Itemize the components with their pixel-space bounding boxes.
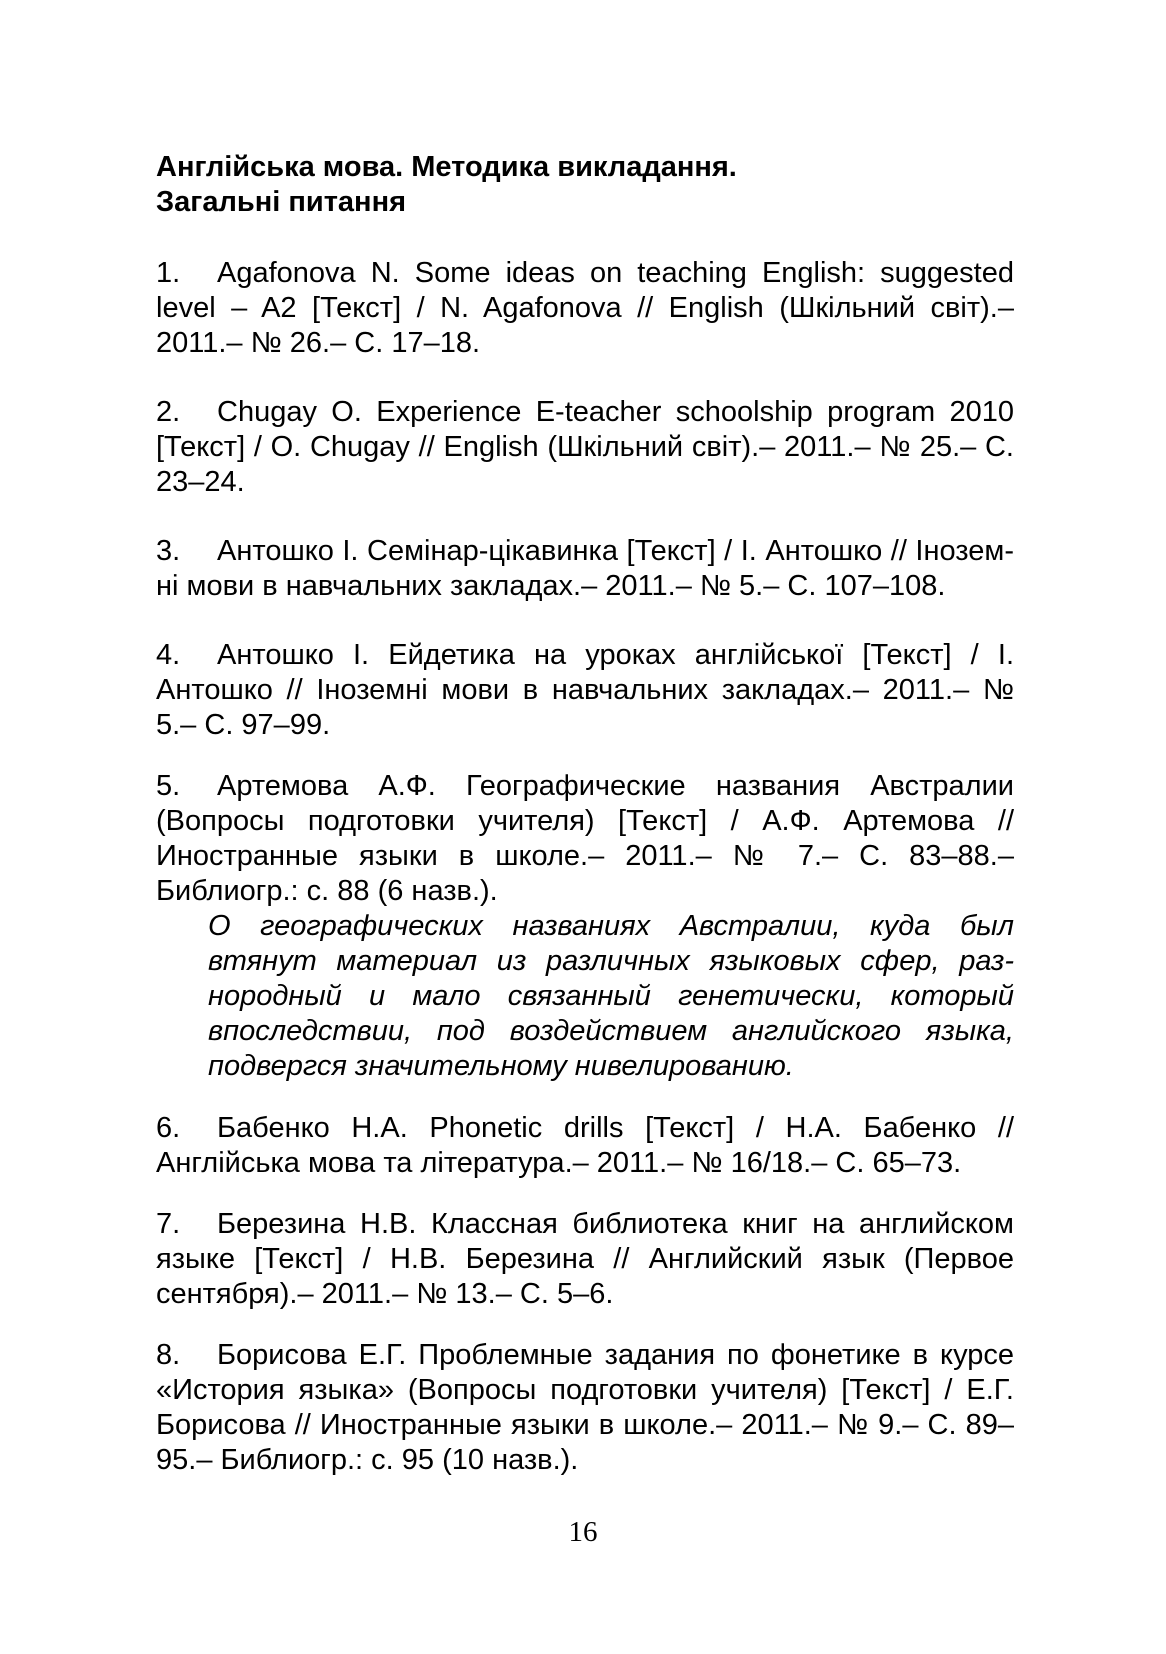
entry-text: Антошко І. Ейдетика на уроках англійської [Текст] / І. Антошко // Іноземні мови в навчальних закладах.– 2011.– № 5.– С. 97–99. xyxy=(156,639,1014,741)
entry-text: Борисова Е.Г. Проблемные задания по фонетике в курсе «История языка» (Вопросы подготовки учителя) [Текст] / Е.Г. Борисова // Иностранные языки в школе.– 2011.– № 9.– С. 89–95.– Библиогр.: с. 95 (10 назв.). xyxy=(156,1339,1014,1476)
bibliography-entry-1 xyxy=(156,256,1014,361)
entry-number: 4. xyxy=(156,639,181,671)
entry-number: 8. xyxy=(156,1339,181,1371)
entry-text: Березина Н.В. Классная библиотека книг на английском языке [Текст] / Н.В. Березина // Английский язык (Первое сентября).– 2011.– № 13.– С. 5–6. xyxy=(156,1208,1014,1310)
bibliography-entry-3 xyxy=(156,534,1014,604)
entry-number: 2. xyxy=(156,396,181,428)
section-heading xyxy=(156,150,1014,220)
entry-text: Бабенко Н.А. Phonetic drills [Текст] / Н.А. Бабенко // Англійська мова та література.– 2011.– № 16/18.– С. 65–73. xyxy=(156,1112,1014,1179)
page-content xyxy=(156,150,1014,1478)
entry-text: Антошко І. Семінар-цікавинка [Текст] / І. Антошко // Інозем-ні мови в навчальних закладах.– 2011.– № 5.– С. 107–108. xyxy=(156,535,1014,602)
entry-number: 5. xyxy=(156,770,181,802)
bibliography-entry-6 xyxy=(156,1111,1014,1181)
page-number: 16 xyxy=(568,1516,598,1548)
entry-text: Agafonova N. Some ideas on teaching English: suggested level – A2 [Текст] / N. Agafonova // English (Шкільний світ).– 2011.– № 26.– С. 17–18. xyxy=(156,257,1014,359)
section-heading-line-1: Англійська мова. Методика викладання. xyxy=(156,151,737,183)
entry-annotation: О географических названиях Австралии, куда был втянут материал из различных языковых сфер, раз-нородный и мало связанный генетически, который впоследствии, под воздействием английского языка, подвергся значительному нивелированию. xyxy=(208,910,1014,1082)
entry-number: 6. xyxy=(156,1112,181,1144)
bibliography-entry-2 xyxy=(156,395,1014,500)
bibliography-entry-5 xyxy=(156,769,1014,909)
section-heading-line-2: Загальні питання xyxy=(156,186,407,218)
entry-text: Chugay O. Experience E-teacher schoolship program 2010 [Текст] / O. Chugay // English (Шкільний світ).– 2011.– № 25.– С. 23–24. xyxy=(156,396,1014,498)
bibliography-entry-7 xyxy=(156,1207,1014,1312)
entry-number: 7. xyxy=(156,1208,181,1240)
entry-number: 3. xyxy=(156,535,181,567)
entry-text: Артемова А.Ф. Географические названия Австралии (Вопросы подготовки учителя) [Текст] / А.Ф. Артемова // Иностранные языки в школе.– 2011.– № 7.– С. 83–88.– Библиогр.: с. 88 (6 назв.). xyxy=(156,770,1014,907)
bibliography-entry-4 xyxy=(156,638,1014,743)
bibliography-entry-8 xyxy=(156,1338,1014,1478)
entry-number: 1. xyxy=(156,257,181,289)
